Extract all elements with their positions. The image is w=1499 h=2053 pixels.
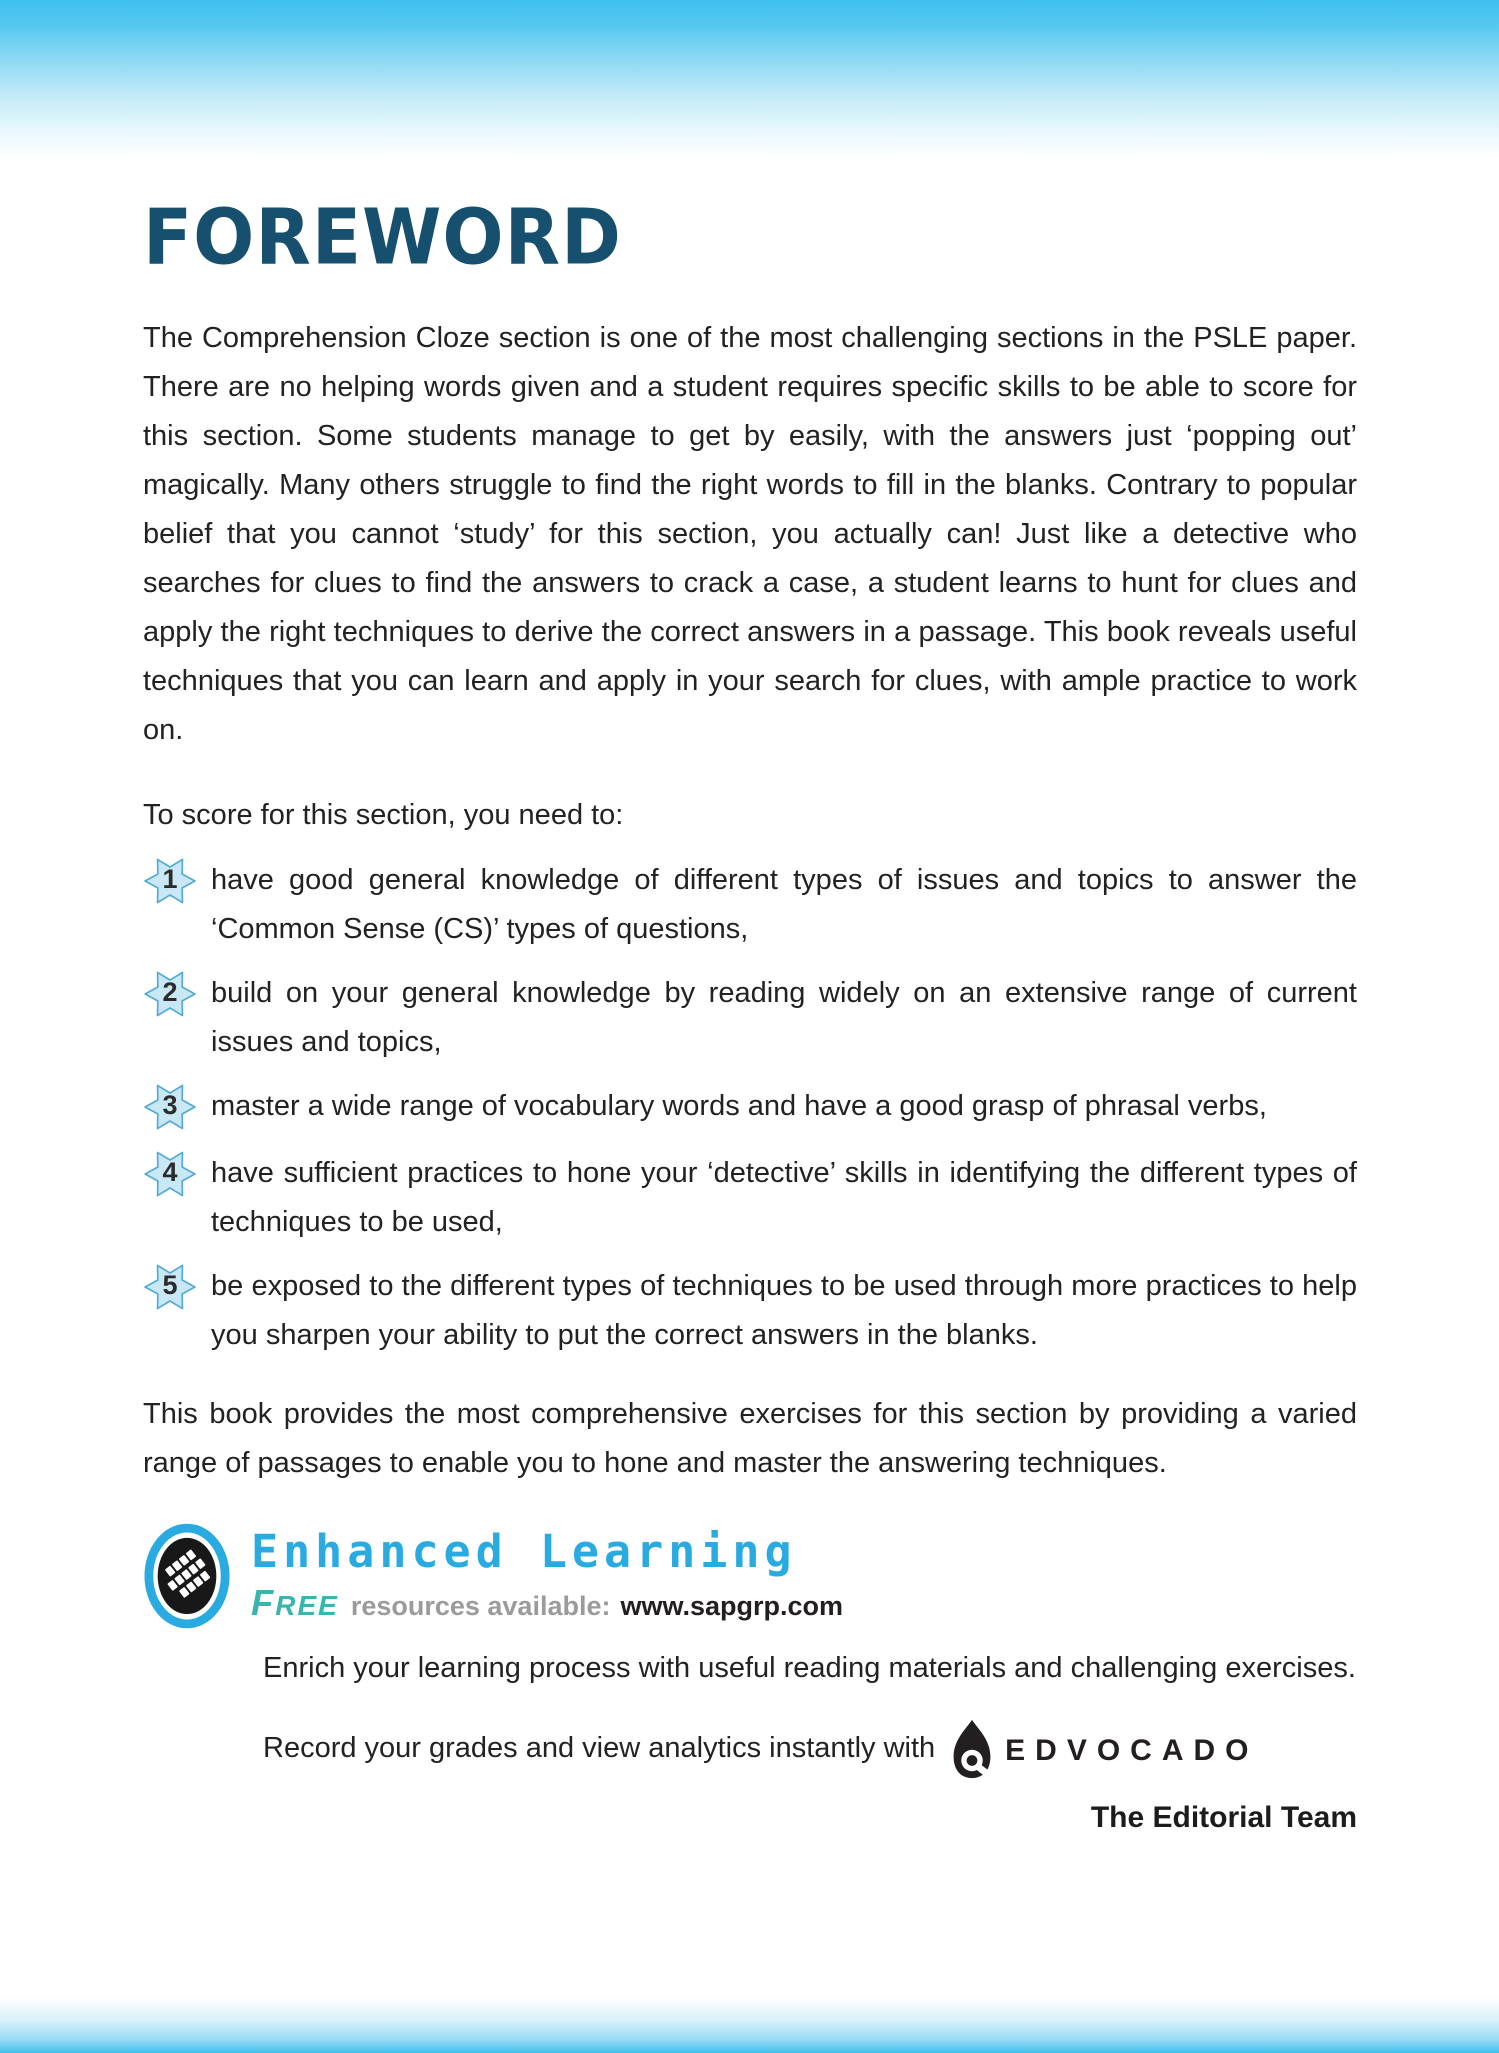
score-list-item [143,1149,1357,1247]
intro-paragraph: The Comprehension Cloze section is one of the most challenging sections in the PSLE paper. There are no helping words given and a student requires specific skills to be able to score for this section. Some students manage to get by easily, with the answers just ‘popping out’ magically. Many others struggle to find the right words to fill in the blanks. Contrary to popular belief that you cannot ‘study’ for this section, you actually can! Just like a detective who searches for clues to find the answers to crack a case, a student learns to hunt for clues and apply the right techniques to derive the correct answers in a passage. This book reveals useful techniques that you can learn and apply in your search for clues, with ample practice to work on. [143,321,1357,746]
star-bullet [143,1260,197,1314]
closing-paragraph: This book provides the most comprehensive exercises for this section by providing a varied range of passages to enable you to hone and master the answering techniques. [143,1397,1357,1479]
editorial-team-signature: The Editorial Team [1090,1800,1357,1834]
score-list-item-text: build on your general knowledge by reading widely on an extensive range of current issues and topics, [211,976,1357,1058]
enhanced-learning-section [143,1522,1357,1835]
page-title: FOREWORD [143,192,622,282]
enhanced-learning-header [143,1522,1357,1630]
list-intro: To score for this section, you need to: [143,798,624,831]
star-bullet [143,854,197,908]
enhanced-learning-text-block [251,1522,843,1624]
score-list-item [143,1082,1357,1134]
star-bullet-number: 5 [162,1270,178,1301]
score-list-item [143,856,1357,954]
star-bullet-number: 2 [162,977,178,1008]
score-list-item-text: be exposed to the different types of techniques to be used through more practices to help you sharpen your ability to put the correct answers in the blanks. [211,1269,1357,1351]
record-grades-line [263,1717,1357,1781]
enhanced-learning-badge-icon [143,1522,231,1630]
star-bullet-number: 1 [162,864,178,895]
score-list [143,856,1357,1360]
star-bullet-number: 3 [162,1090,178,1121]
website-url: www.sapgrp.com [620,1590,844,1621]
score-list-item-text: have good general knowledge of different types of issues and topics to answer the ‘Common Sense (CS)’ types of questions, [211,863,1357,945]
star-bullet [143,1080,197,1134]
enhanced-learning-title: Enhanced Learning [251,1524,797,1578]
score-list-item [143,1262,1357,1360]
page-content [0,158,1499,1835]
record-grades-text: Record your grades and view analytics instantly with [263,1732,936,1765]
star-bullet [143,967,197,1021]
enhanced-learning-subline [251,1582,843,1624]
free-label: FREE [251,1581,339,1623]
edvocado-wordmark: EDVOCADO [1005,1733,1259,1767]
score-list-item-text: master a wide range of vocabulary words and have a good grasp of phrasal verbs, [211,1089,1267,1122]
enrich-description: Enrich your learning process with useful reading materials and challenging exercises. [263,1651,1356,1684]
resources-available-label: resources available: [350,1590,611,1621]
star-bullet-number: 4 [162,1157,178,1188]
score-list-item [143,969,1357,1067]
edvocado-avocado-icon [949,1717,995,1781]
top-gradient-band [0,0,1499,158]
star-bullet [143,1147,197,1201]
score-list-item-text: have sufficient practices to hone your ‘detective’ skills in identifying the different types of techniques to be used, [211,1156,1357,1238]
bottom-gradient-band [0,1997,1499,2053]
